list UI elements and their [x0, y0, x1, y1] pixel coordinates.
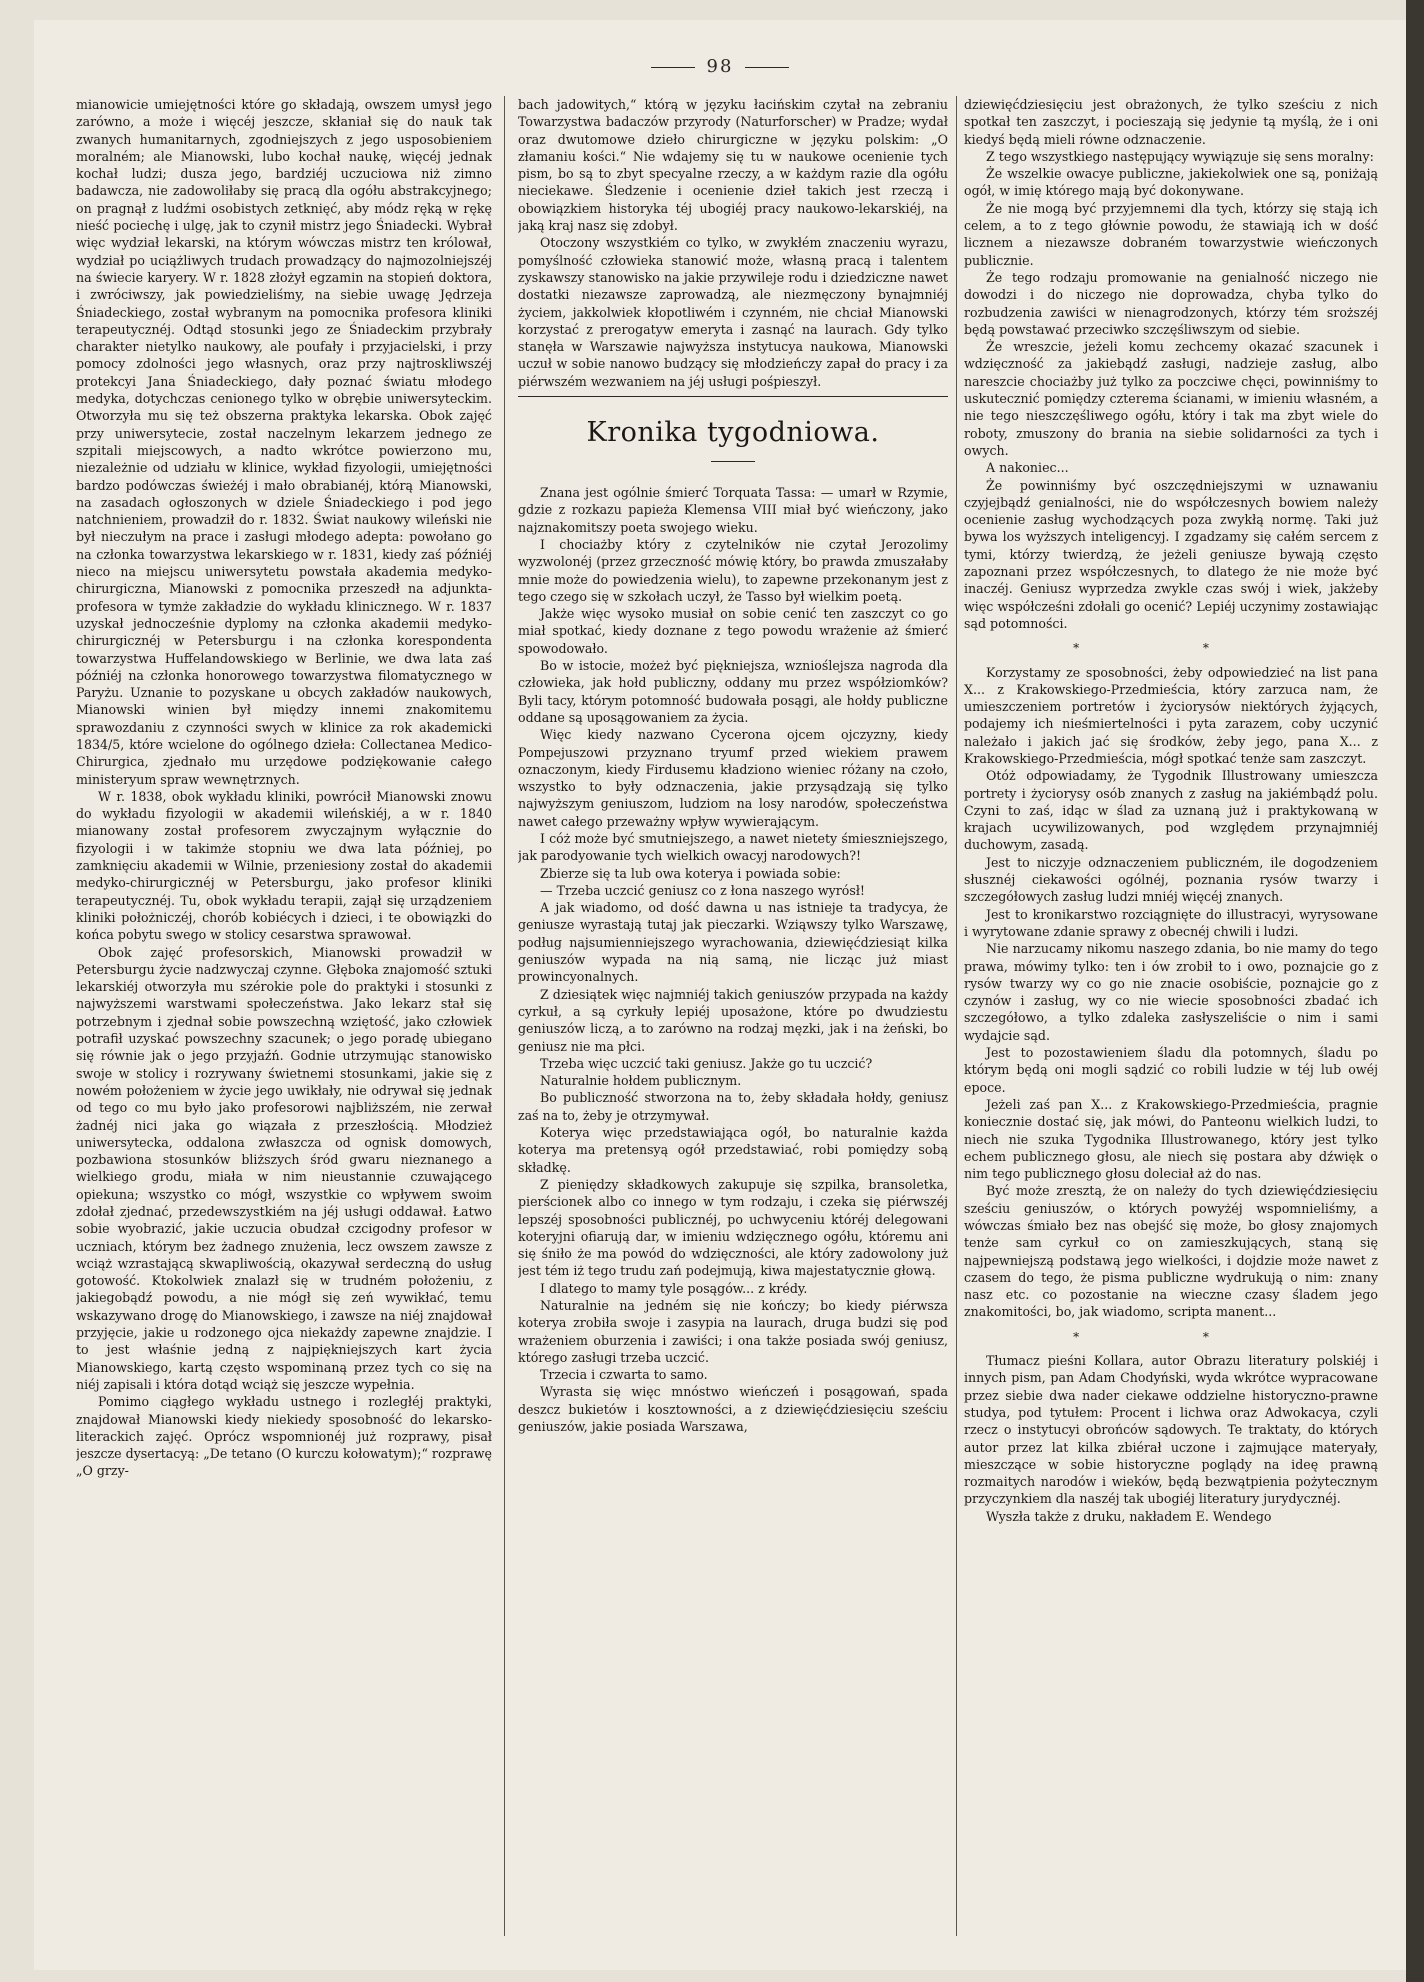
col3-paragraph: Jeżeli zaś pan X... z Krakowskiego-Przedmieścia, pragnie koniecznie dostać się, jak mówi, do Panteonu wielkich ludzi, to niech nie szuka Tygodnika Illustrowanego, który jest tylko echem publicznego głosu, ale niech się postara aby dźwięk o nim tego publicznego głosu doleciał aż do nas. [964, 1096, 1378, 1182]
col2-paragraph: Otoczony wszystkiém co tylko, w zwykłém znaczeniu wyrazu, pomyślność człowieka stanowić może, własną pracą i talentem zyskawszy stanowisko na jakie przywileje rodu i dziedziczne nawet dostatki niezawsze zaprowadzą, ale niezmęczony bynajmniéj życiem, jakkolwiek kłopotliwém i czynném, nie chciał Mianowski korzystać z prerogatyw emeryta i zasnąć na laurach. Gdy tylko stanęła w Warszawie najwyższa instytucya naukowa, Mianowski uczuł w sobie nanowo budzący się młodzieńczy zapał do pracy i za piérwszém wezwaniem na jéj usługi pośpieszył. [518, 235, 948, 389]
kronika-paragraph: I chociażby który z czytelników nie czytał Jerozolimy wyzwolonéj (przez grzeczność mówię który, bo prawda zmuszałaby mnie może do powiedzenia wielu), to zapewne przekonanym jest z tego czego się w szkołach uczył, że Tasso był wielkim poetą. [518, 536, 948, 604]
col3-paragraph: Nie narzucamy nikomu naszego zdania, bo nie mamy do tego prawa, mówimy tylko: ten i ów zrobił to i owo, poznajcie go z rysów twarzy wy co go nie znacie osobiście, poznajcie go z czynów i zasług, wy co nie wiecie sposobności zbadać ich szczegółowo, a tylko zdaleka zasłyszeliście o nim i sami wydajcie sąd. [964, 941, 1378, 1043]
col3-paragraph: Że wreszcie, jeżeli komu zechcemy okazać szacunek i wdzięczność za jakiebądź zasługi, nadzieje zasług, albo nareszcie chociażby już tylko za poczciwe chęci, powinniśmy to uskutecznić pomiędzy czterema ścianami, w imieniu własném, a nie tego nieszczęśliwego ogółu, który i tak ma zbyt wiele do roboty, zmuszony do brania na siebie solidarności za tych i owych. [964, 339, 1378, 458]
col1-paragraph: W r. 1838, obok wykładu kliniki, powrócił Mianowski znowu do wykładu fizyologii w akademii wileńskiéj, a w r. 1840 mianowany został profesorem zwyczajnym wyłącznie do fizyologii i w takimże stopniu we dwa lata później, po zamknięciu akademii w Wilnie, przeniesiony został do akademii medyko-chirurgicznéj w Petersburgu, jako profesor kliniki terapeutycznéj. Tu, obok wykładu terapii, zajął się urządzeniem kliniki położniczéj, chorób kobiécych i dzieci, i te obowiązki do końca pobytu swego w stolicy cesarstwa sprawował. [76, 788, 492, 943]
col1-paragraph: mianowicie umiejętności które go składają, owszem umysł jego zarówno, a może i więcéj jeszcze, skłaniał się do nauk tak zwanych humanitarnych, zgodniejszych z jego usposobieniem moralném; ale Mianowski, lubo kochał naukę, więcéj jednak kochał ludzi; dusza jego, bardziéj uczuciowa niż zimno badawcza, nie zadowoliłaby się pracą dla ogółu abstrakcyjnego; on pragnął z ludźmi osobistych zetknięć, aby módz ręką w rękę nieść pociechę i ulgę, jak to czynił mistrz jego Śniadecki. Wybrał więc wydział lekarski, na którym wówczas mistrz ten królował, wydział po uciążliwych trudach prowadzący do najmozolniejszéj na świecie karyery. W r. 1828 złożył egzamin na stopień doktora, i zwróciwszy, jak powiedzieliśmy, na siebie uwagę Jędrzeja Śniadeckiego, został wybranym na pomocnika profesora kliniki terapeutycznéj. Odtąd stosunki jego ze Śniadeckim przybrały charakter nietylko naukowy, ale poufały i przyjacielski, i przy pomocy zdolności jego własnych, oraz przy najtroskliwszéj protekcyi Jana Śniadeckiego, dały poznać światu młodego medyka, dotychczas cenionego tylko w obrębie uniwersyteckim. Otworzyła mu się też obszerna praktyka lekarska. Obok zajęć przy uniwersytecie, został naczelnym lekarzem jednego ze szpitali miejscowych, a nadto wkrótce powierzono mu, niezależnie od udziału w klinice, wykład fizyologii, umiejętności bardzo podówczas świeżéj i mało obrabianéj, którą Mianowski, na zasadach ogłoszonych w dziele Śniadeckiego i pod jego natchnieniem, prowadził do r. 1832. Świat naukowy wileński nie był nieczułym na prace i zasługi młodego adepta: powołano go na członka towarzystwa lekarskiego w r. 1831, kiedy zaś późniéj nieco na miejscu uniwersytetu powstała akademia medyko-chirurgiczna, Mianowski z pomocnika przeszedł na adjunkta-profesora w tymże zakładzie do wykładu klinicznego. W r. 1837 uzyskał jednocześnie dyplomy na członka akademii medyko-chirurgicznéj w Petersburgu i na członka korespondenta towarzystwa Huffelandowskiego w Berlinie, we dwa lata zaś późniéj na członka honorowego towarzystwa filomatycznego w Paryżu. Uznanie to pozyskane u obcych zakładów naukowych, Mianowski winien był między innemi znakomitemu sprawozdaniu z czynności swych w klinice za rok akademicki 1834/5, które wcielone do ogólnego dzieła: Collectanea Medico-Chirurgica, zjednało mu urzędowe podziękowanie całego ministeryum spraw wewnętrznych. [76, 97, 492, 787]
page-number-dash-left [651, 67, 695, 68]
kronika-paragraph: Koterya więc przedstawiająca ogół, bo naturalnie każda koterya ma pretensyą ogół przedstawiać, robi pomiędzy sobą składkę. [518, 1125, 948, 1175]
col3-paragraph: Tłumacz pieśni Kollara, autor Obrazu literatury polskiéj i innych pism, pan Adam Chodyński, wyda wkrótce wypracowane przez siebie dwa nader ciekawe oddzielne historyczno-prawne studya, pod tytułem: Procent i lichwa oraz Adwokacya, czyli rzecz o instytucyi obrońców sądowych. Te traktaty, do których autor przez lat kilka zbiérał uczone i zajmujące materyały, mieszczące w sobie historyczne poglądy na ideę prawną rozmaitych narodów i wieków, będą bezwątpienia pożytecznym przyczynkiem dla naszéj tak ubogiéj literatury jurydycznéj. [964, 1353, 1378, 1507]
newspaper-page [34, 20, 1406, 1970]
col3-paragraph: Że powinniśmy być oszczędniejszymi w uznawaniu czyjejbądź genialności, nie do współczesnych bowiem należy ocenienie zasług wychodzących poza zwykłą normę. Taki już bywa los wyższych inteligencyj. I zgadzamy się całém sercem z tymi, którzy twierdzą, że jeżeli geniusze bywają często zapoznani przez współczesnych, to dlatego że nie może być inaczéj. Geniusz wyprzedza zwykle czas swój i wiek, jakżeby więc współcześni zdołali go ocenić? Lepiéj uczynimy zostawiając sąd potomności. [964, 477, 1378, 631]
col3-paragraph: Wyszła także z druku, nakładem E. Wendego [986, 1508, 1272, 1524]
col3-paragraph: Że nie mogą być przyjemnemi dla tych, którzy się stają ich celem, a to z tego głównie powodu, że stawiają ich w dość licznem a niezawsze dobraném towarzystwie wieńczonych publicznie. [964, 200, 1378, 268]
kronika-paragraph: A jak wiadomo, od dość dawna u nas istnieje ta tradycya, że geniusze wyrastają tutaj jak pieczarki. Wziąwszy tylko Warszawę, podług najsumienniejszego wyrachowania, dziewięćdziesiąt kilka geniuszów wypada na nią samą, nie licząc już miast prowincyonalnych. [518, 900, 948, 985]
col3-paragraph: Korzystamy ze sposobności, żeby odpowiedzieć na list pana X... z Krakowskiego-Przedmieścia, który zarzuca nam, że umieszczeniem portretów i życiorysów niektórych żyjących, podajemy ich nieśmiertelności i pyta zarazem, coby uczynić należało i jakich jać się środków, żeby jego, pana X... z Krakowskiego-Przedmieścia, mógł spotkać tenże sam zaszczyt. [964, 664, 1378, 766]
col1-paragraph: Pomimo ciągłego wykładu ustnego i rozległéj praktyki, znajdował Mianowski kiedy niekiedy sposobność do lekarsko-literackich zajęć. Oprócz wspomnionéj już rozprawy, pisał jeszcze dysertacyą: „De tetano (O kurczu kołowatym);“ rozprawę „O grzy- [76, 1394, 492, 1479]
kronika-paragraph: Z pieniędzy składkowych zakupuje się szpilka, bransoletka, pierścionek albo co innego w tym rodzaju, i czeka się piérwszéj lepszéj sposobności publicznéj, po uchwyceniu któréj delegowani koteryjni ofiarują dar, w imieniu wdzięcznego ogółu, któremu ani się śniło że ma powód do wdzięczności, ale który zadowolony już jest tém iż tego trudu zań podejmują, kiwa majestatycznie głową. [518, 1176, 948, 1279]
kronika-paragraph: I dlatego to mamy tyle posągów... z krédy. [540, 1280, 808, 1296]
col3-paragraph: Z tego wszystkiego następujący wywiązuje się sens moralny: [986, 148, 1374, 164]
kronika-paragraph: I cóż może być smutniejszego, a nawet nietety śmieszniejszego, jak parodyowanie tych wielkich owacyj narodowych?! [518, 830, 948, 864]
col3-paragraph: dziewięćdziesięciu jest obrażonych, że tylko sześciu z nich spotkał ten zaszczyt, i pocieszają się jedynie tą myślą, że i oni kiedyś będą mieli równe odznaczenie. [964, 97, 1378, 147]
col3-paragraph: Że tego rodzaju promowanie na genialność niczego nie dowodzi i do niczego nie doprowadza, chyba tylko do rozbudzenia zawiści w nienagrodzonych, którzy tém sroższéj będą powstawać przeciwko szczęśliwszym od siebie. [964, 269, 1378, 337]
page-number-dash-right [745, 67, 789, 68]
kronika-paragraph: Z dziesiątek więc najmniéj takich geniuszów przypada na każdy cyrkuł, a są cyrkuły lepiéj uposażone, które po dwudziestu geniuszów liczą, a to zarówno na rodzaj męzki, jak i na żeński, bo geniusz nie ma płci. [518, 986, 948, 1054]
kronika-paragraph: Trzeba więc uczcić taki geniusz. Jakże go tu uczcić? [540, 1055, 873, 1071]
kronika-paragraph: Więc kiedy nazwano Cycerona ojcem ojczyzny, kiedy Pompejuszowi przyznano tryumf przed wiekiem prawem oznaczonym, kiedy Firdusemu kładziono wieniec różany na czoło, wszystko to były odznaczenia, jakie przysądzają się tylko najwyższym geniuszom, ludziom na losy narodów, społeczeństwa nawet całego przeważny wpływ wywierającym. [518, 727, 948, 829]
kronika-paragraph: Jakże więc wysoko musiał on sobie cenić ten zaszczyt co go miał spotkać, kiedy doznane z tego powodu wrażenie aż śmierć spowodowało. [518, 606, 948, 656]
page-number [34, 56, 1406, 77]
col2-paragraph: bach jadowitych,“ którą w języku łacińskim czytał na zebraniu Towarzystwa badaczów przyrody (Naturforscher) w Pradze; wydał oraz dwutomowe dzieło chirurgiczne w języku polskim: „O złamaniu kości.“ Nie wdajemy się tu w naukowe ocenienie tych pism, bo są to zbyt specyalne rzeczy, a w każdym razie dla ogółu nieciekawe. Śledzenie i ocenienie dzieł takich jest rzeczą i obowiązkiem historyka téj ubogiéj pracy naukowo-lekarskiéj, na jaką kraj nasz się zdobył. [518, 97, 948, 234]
section-stars: * * [1073, 641, 1269, 656]
kronika-paragraph: Znana jest ogólnie śmierć Torquata Tassa: — umarł w Rzymie, gdzie z rozkazu papieża Klemensa VIII miał być wieńczony, jako najznakomitszy poeta swojego wieku. [518, 485, 948, 535]
col3-paragraph: A nakoniec... [986, 460, 1069, 476]
kronika-paragraph: Zbierze się ta lub owa koterya i powiada sobie: [540, 865, 841, 881]
column-1 [76, 96, 492, 1946]
column-rule-1 [504, 96, 505, 1936]
column-3 [964, 96, 1378, 1946]
kronika-paragraph: Bo w istocie, możeż być piękniejsza, wznioślejsza nagroda dla człowieka, jak hołd publiczny, oddany mu przez współziomków? Byli tacy, którym potomność budowała posągi, ale hołdy publiczne oddane są uposągowaniem za życia. [518, 658, 948, 725]
col3-paragraph: Być może zresztą, że on należy do tych dziewięćdziesięciu sześciu geniuszów, o których powyżéj wspomnieliśmy, a wówczas śmiało bez nas obejść się może, bo głosy znajomych tenże sam cyrkuł co on zamieszkujących, staną się najpewniejszą podstawą jego wielkości, i dojdzie może nawet z czasem do tego, że pisma publiczne wydrukują o nim: znany nasz etc. co pozostanie na wieczne czasy śladem jego znakomitości, bo, jak wiadomo, scripta manent... [964, 1183, 1378, 1320]
section-title: Kronika tygodniowa. [586, 417, 880, 449]
column-rule-2 [956, 96, 957, 1936]
kronika-paragraph: Naturalnie na jedném się nie kończy; bo kiedy piérwsza koterya zrobiła swoje i zasypia na laurach, druga budzi się pod wrażeniem oburzenia i zawiści; i ona także posiada swój geniusz, którego zasługi trzeba uczcić. [518, 1298, 948, 1365]
title-underline [711, 461, 755, 462]
kronika-paragraph: Wyrasta się więc mnóstwo wieńczeń i posągowań, spada deszcz bukietów i kosztowności, a z dziewięćdziesięciu sześciu geniuszów, jakie posiada Warszawa, [518, 1384, 948, 1435]
column-2 [518, 96, 948, 1946]
col3-paragraph: Że wszelkie owacye publiczne, jakiekolwiek one są, poniżają ogół, w imię którego mają być dokonywane. [964, 166, 1378, 199]
kronika-paragraph: — Trzeba uczcić geniusz co z łona naszego wyrósł! [540, 882, 865, 898]
col3-paragraph: Jest to kronikarstwo rozciągnięte do illustracyi, wyrysowane i wyrytowane zdanie sprawy z obecnéj chwili i ludzi. [964, 906, 1378, 939]
kronika-paragraph: Naturalnie hołdem publicznym. [540, 1073, 742, 1089]
col3-paragraph: Jest to niczyje odznaczeniem publiczném, ile dogodzeniem słusznéj ciekawości ogólnéj, poznania rysów twarzy i szczegółowych zasług ludzi mniéj więcéj znanych. [964, 854, 1378, 905]
section-stars: * * [1073, 1329, 1269, 1344]
col1-paragraph: Obok zajęć profesorskich, Mianowski prowadził w Petersburgu życie nadzwyczaj czynne. Głęboka znajomość sztuki lekarskiéj otworzyła mu szérokie pole do praktyki i stosunki z najwyższemi warstwami społeczeństwa. Jako lekarz stał się potrzebnym i zjednał sobie powszechną wziętość, jako człowiek potrafił uzyskać powszechny szacunek; o jego poradę ubiegano się równie jak o jego przyjaźń. Godnie utrzymując stanowisko swoje w stolicy i rozrywany świetnemi stosunkami, jakie się z nowém położeniem w życie jego uwikłały, nie odrywał się jednak od tego co mu było jako profesorowi najbliższém, nie zerwał żadnéj nici jaka go wiązała z przeszłością. Młodzież uniwersytecka, oddalona zwłaszcza od ognisk domowych, pozbawiona stosunków bliższych śród gwaru nieznanego a wielkiego grodu, miała w nim nieustannie czuwającego opiekuna; wszystko co mógł, wszystkie co wpływem swoim zdołał zjednać, przedewszystkiém na jéj usługi oddawał. Łatwo sobie wyobrazić, jakie uczucia obudzał czcigodny profesor w uczniach, którym bez żadnego znużenia, lecz owszem zawsze z wciąż wzrastającą skwapliwością, okazywał serdeczną do usług gotowość. Ktokolwiek znalazł się w trudném położeniu, z jakiegobądź powodu, a nie mógł się zeń wywikłać, temu wskazywano drogę do Mianowskiego, i zawsze na niéj znajdował przyjęcie, jakie u rodzonego ojca niekażdy zapewne znajdzie. I to jest właśnie jedną z najpiękniejszych kart życia Mianowskiego, kartą często wspominaną przez tych co się na niéj zapisali i która dotąd wciąż się jeszcze wypełnia. [76, 944, 492, 1392]
kronika-paragraph: Bo publiczność stworzona na to, żeby składała hołdy, geniusz zaś na to, żeby je otrzymywał. [518, 1090, 948, 1123]
kronika-paragraph: Trzecia i czwarta to samo. [540, 1367, 708, 1383]
scan-edge [1406, 0, 1424, 1982]
section-separator [518, 396, 948, 397]
col3-paragraph: Otóż odpowiadamy, że Tygodnik Illustrowany umieszcza portrety i życiorysy osób znanych z zasług na jakiémbądź polu. Czyni to zaś, idąc w ślad za uznaną już i praktykowaną w krajach ucywilizowanych, pod względem przynajmniéj duchowym, zasadą. [964, 768, 1378, 853]
page-number-text: 98 [706, 56, 734, 77]
col3-paragraph: Jest to pozostawieniem śladu dla potomnych, śladu po którym będą oni mogli sądzić co robili ludzie w téj lub owéj epoce. [964, 1045, 1378, 1095]
